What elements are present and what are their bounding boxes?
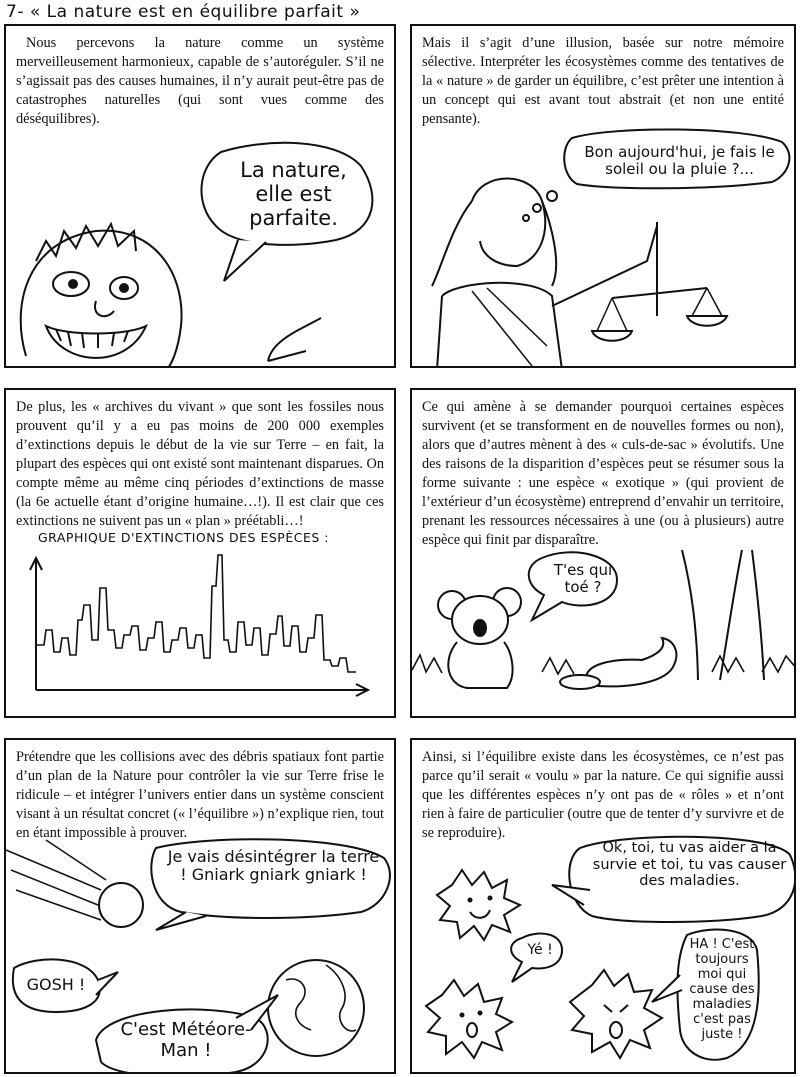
panel-2-text: Mais il s’agit d’une illusion, basée sur notre mémoire sélective. Interpréter les écosystèmes comme des tentatives de la « nature » de garder un équilibre, c’est prêter une intention à un concept qui est avant tout abstrait (et non une entité pensante). — [422, 35, 784, 127]
extinction-graph — [6, 390, 396, 718]
panel-4-bubble: T'es qui toé ? — [553, 561, 613, 597]
panel-5-text: Prétendre que les collisions avec des débris spatiaux font partie d’un plan de la Nature pour contrôler la vie sur Terre frise le ridicule – et intégrer l’univers entier dans un système conscient visant à un résultat concret (« l’équilibre ») n’explique rien, tout en étant impossible à prouver. — [16, 749, 384, 841]
panel-6-bubble-ha: HA ! C'est toujours moi qui cause des maladies c'est pas juste ! — [689, 937, 755, 1042]
panel-5 — [4, 738, 396, 1074]
nature-goddess-illustration — [412, 26, 796, 368]
panel-5-bubble-meteor: Je vais désintégrer la terre ! Gniark gniark gniark ! — [167, 847, 380, 885]
graph-label: GRAPHIQUE D'EXTINCTIONS DES ESPÈCES : — [38, 530, 329, 545]
panel-2 — [410, 24, 796, 368]
panel-5-bubble-meteor-man: C'est Météore-Man ! — [120, 1019, 252, 1061]
panel-1-bubble: La nature, elle est parfaite. — [240, 158, 347, 231]
panel-6 — [410, 738, 796, 1074]
panel-6-text: Ainsi, si l’équilibre existe dans les écosystèmes, ce n’est pas parce qu’il serait « voulu » par la nature. Ce qui signifie aussi que les différentes espèces n’y ont pas de « rôles » et n’ont rien à faire de particulier (outre que de tenter d’y survivre et de se reproduire). — [422, 749, 784, 841]
panel-1 — [4, 24, 396, 368]
panel-4 — [410, 388, 796, 718]
koala-beaver-illustration — [412, 390, 796, 718]
panel-5-bubble-gosh: GOSH ! — [26, 975, 86, 994]
panel-3-text: De plus, les « archives du vivant » que sont les fossiles nous prouvent qu’il y a eu pas moins de 200 000 exemples d’extinctions depuis le début de la vie sur Terre – en fait, la plupart des espèces qui ont existé sont maintenant disparues. On compte même au même cinq périodes d’extinctions de masse (la 6e actuelle étant d’origine humaine…!). Il est clair que ces extinctions ne suivent pas un « plan » préétabli…! — [16, 399, 384, 529]
panel-6-bubble-ye: Yé ! — [527, 942, 553, 958]
panel-6-bubble-ok: Ok, toi, tu vas aider à la survie et toi, tu vas causer des maladies. — [592, 840, 787, 890]
panel-4-text: Ce qui amène à se demander pourquoi certaines espèces survivent (et se transforment en de nouvelles formes ou non), alors que d’autres mènent à des « culs-de-sac » évolutifs. Une des raisons de la disparition d’espèces peut se résumer sous la forme suivante : une espèce « exotique » (qui provient de l’extérieur d’un écosystème) entreprend d’envahir un territoire, prenant les ressources nécessaires à une (ou à plusieurs) autre espèce qui finit par disparaître. — [422, 399, 784, 548]
panel-3 — [4, 388, 396, 718]
panel-2-bubble: Bon aujourd'hui, je fais le soleil ou la pluie ?... — [584, 143, 775, 179]
panel-1-text: Nous percevons la nature comme un système merveilleusement harmonieux, capable de s’autoréguler. S’il ne s’agissait pas des causes humaines, il n’y aurait peut-être pas de catastrophes naturelles (qui sont vues comme des déséquilibres). — [16, 35, 384, 127]
page-title: 7- « La nature est en équilibre parfait » — [6, 2, 361, 22]
